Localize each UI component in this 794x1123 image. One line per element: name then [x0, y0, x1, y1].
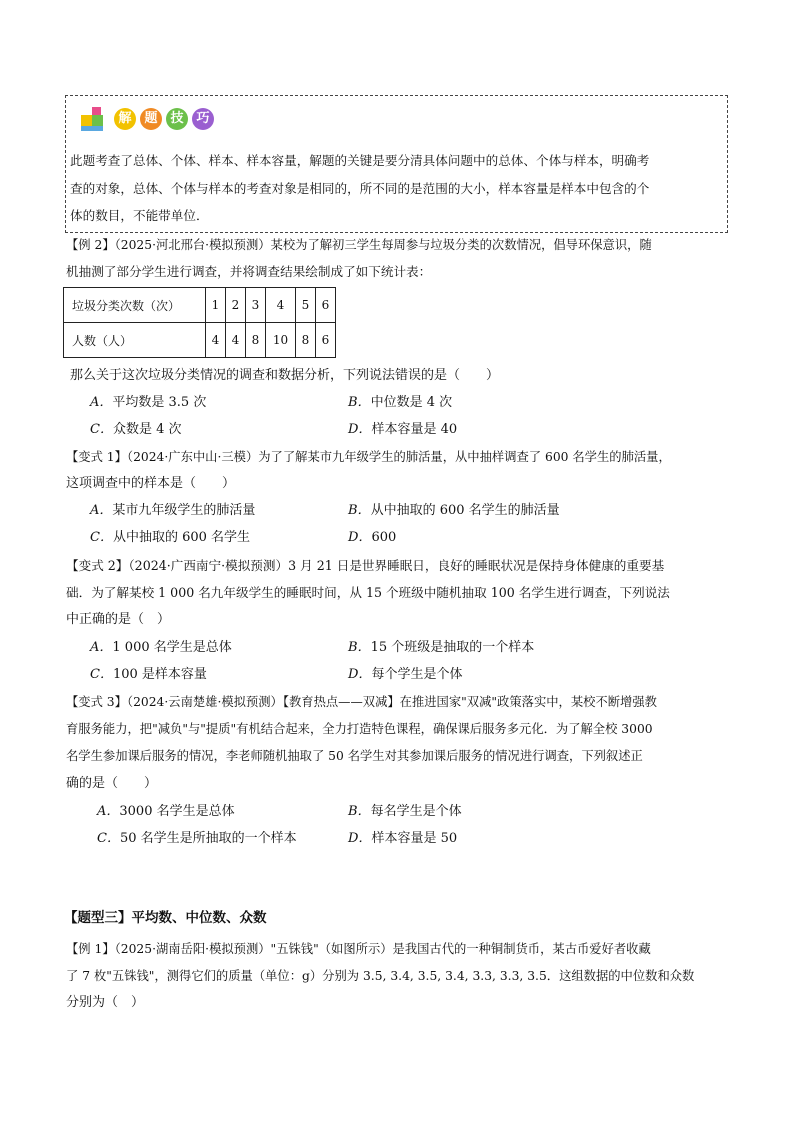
variant-2-stem: 中正确的是（ ）: [66, 612, 171, 627]
option-letter: B．: [348, 395, 371, 410]
option-text: 每名学生是个体: [370, 804, 462, 819]
option-d[interactable]: [348, 422, 457, 438]
option-c[interactable]: [90, 530, 250, 546]
option-c[interactable]: [97, 831, 297, 847]
option-b[interactable]: [348, 640, 534, 656]
option-c[interactable]: [90, 422, 182, 438]
table-cell: 4: [266, 288, 296, 323]
option-text: 平均数是 3.5 次: [112, 395, 207, 410]
option-letter: B．: [348, 503, 371, 518]
option-letter: C．: [90, 530, 113, 545]
option-d[interactable]: [348, 530, 396, 546]
tip-badge-char: 巧: [192, 108, 214, 130]
option-text: 15 个班级是抽取的一个样本: [370, 640, 535, 655]
example-1-stem: 【例 1】（2025·湖南岳阳·模拟预测）"五铢钱"（如图所示）是我国古代的一种铜制货币，某古币爱好者收藏: [66, 942, 651, 956]
option-letter: D．: [348, 530, 372, 545]
tip-badge-char: 解: [114, 108, 136, 130]
option-letter: D．: [348, 422, 372, 437]
table-row-header: 人数（人）: [64, 323, 206, 358]
option-a[interactable]: [97, 804, 235, 820]
option-a[interactable]: [90, 503, 255, 519]
variant-1-stem: 这项调查中的样本是（ ）: [66, 476, 236, 491]
stat-table: [63, 287, 336, 358]
option-b[interactable]: [348, 503, 560, 519]
table-cell: 6: [316, 323, 336, 358]
option-letter: A．: [97, 804, 120, 819]
table-cell: 8: [246, 323, 266, 358]
tip-text: 此题考查了总体、个体、样本、样本容量，解题的关键是要分清具体问题中的总体、个体与样本，明确考: [70, 153, 650, 168]
option-text: 中位数是 4 次: [370, 395, 453, 410]
variant-3-stem: 名学生参加课后服务的情况，李老师随机抽取了 50 名学生对其参加课后服务的情况进行调查，下列叙述正: [66, 749, 643, 763]
example-2-stem: 机抽测了部分学生进行调查，并将调查结果绘制成了如下统计表：: [66, 264, 432, 279]
option-letter: A．: [90, 640, 113, 655]
option-text: 600: [371, 530, 397, 545]
variant-3-stem: 确的是（ ）: [66, 776, 158, 791]
option-letter: D．: [348, 831, 372, 846]
variant-3-stem: 【变式 3】（2024·云南楚雄·模拟预测）【教育热点——双减】在推进国家"双减"政策落实中，某校不断增强教: [66, 695, 657, 709]
option-letter: C．: [90, 667, 113, 682]
table-cell: 5: [296, 288, 316, 323]
option-c[interactable]: [90, 667, 207, 683]
option-letter: B．: [348, 640, 371, 655]
variant-2-stem: 【变式 2】（2024·广西南宁·模拟预测）3 月 21 日是世界睡眠日，良好的睡眠状况是保持身体健康的重要基: [66, 558, 665, 573]
puzzle-icon: [80, 106, 106, 132]
table-cell: 6: [316, 288, 336, 323]
option-text: 50 名学生是所抽取的一个样本: [119, 831, 297, 846]
table-cell: 4: [206, 323, 226, 358]
option-text: 1 000 名学生是总体: [112, 640, 232, 655]
variant-2-stem: 础．为了解某校 1 000 名九年级学生的睡眠时间，从 15 个班级中随机抽取 100 名学生进行调查，下列说法: [66, 585, 670, 600]
option-text: 众数是 4 次: [112, 422, 182, 437]
example-1-stem: 分别为（ ）: [66, 995, 145, 1010]
table-row: [64, 323, 336, 358]
example-1-stem: 了 7 枚"五铢钱"，测得它们的质量（单位：g）分别为 3.5, 3.4, 3.5, 3.4, 3.3, 3.3, 3.5．这组数据的中位数和众数: [66, 969, 695, 983]
option-a[interactable]: [90, 395, 206, 411]
option-text: 每个学生是个体: [371, 667, 463, 682]
table-cell: 8: [296, 323, 316, 358]
tip-badge-char: 技: [166, 108, 188, 130]
option-text: 样本容量是 50: [371, 831, 458, 846]
table-cell: 3: [246, 288, 266, 323]
tip-badge-char: 题: [140, 108, 162, 130]
option-b[interactable]: [348, 804, 462, 820]
option-b[interactable]: [348, 395, 452, 411]
option-text: 从中抽取的 600 名学生: [112, 530, 251, 545]
option-letter: C．: [97, 831, 120, 846]
option-a[interactable]: [90, 640, 232, 656]
table-cell: 10: [266, 323, 296, 358]
example-2-stem: 【例 2】（2025·河北邢台·模拟预测）某校为了解初三学生每周参与垃圾分类的次数情况，倡导环保意识，随: [66, 238, 652, 252]
option-letter: B．: [348, 804, 371, 819]
option-text: 从中抽取的 600 名学生的肺活量: [370, 503, 560, 518]
table-cell: 2: [226, 288, 246, 323]
option-text: 100 是样本容量: [112, 667, 207, 682]
variant-1-stem: 【变式 1】（2024·广东中山·三模）为了了解某市九年级学生的肺活量，从中抽样调查了 600 名学生的肺活量，: [66, 450, 671, 464]
option-letter: C．: [90, 422, 113, 437]
option-text: 3000 名学生是总体: [119, 804, 235, 819]
option-d[interactable]: [348, 667, 462, 683]
section-heading: 【题型三】平均数、中位数、众数: [64, 910, 267, 926]
tip-text: 体的数目，不能带单位．: [70, 208, 209, 223]
option-text: 某市九年级学生的肺活量: [112, 503, 256, 518]
tip-text: 查的对象，总体、个体与样本的考查对象是相同的，所不同的是范围的大小，样本容量是样本中包含的个: [70, 181, 650, 196]
option-letter: A．: [90, 395, 113, 410]
table-cell: 4: [226, 323, 246, 358]
option-letter: D．: [348, 667, 372, 682]
option-d[interactable]: [348, 831, 457, 847]
table-row-header: 垃圾分类次数（次）: [64, 288, 206, 323]
option-text: 样本容量是 40: [371, 422, 458, 437]
option-letter: A．: [90, 503, 113, 518]
table-row: [64, 288, 336, 323]
variant-3-stem: 育服务能力，把"减负"与"提质"有机结合起来，全力打造特色课程，确保课后服务多元化．为了解全校 3000: [66, 722, 653, 736]
table-cell: 1: [206, 288, 226, 323]
example-2-question: 那么关于这次垃圾分类情况的调查和数据分析，下列说法错误的是（ ）: [70, 368, 500, 383]
